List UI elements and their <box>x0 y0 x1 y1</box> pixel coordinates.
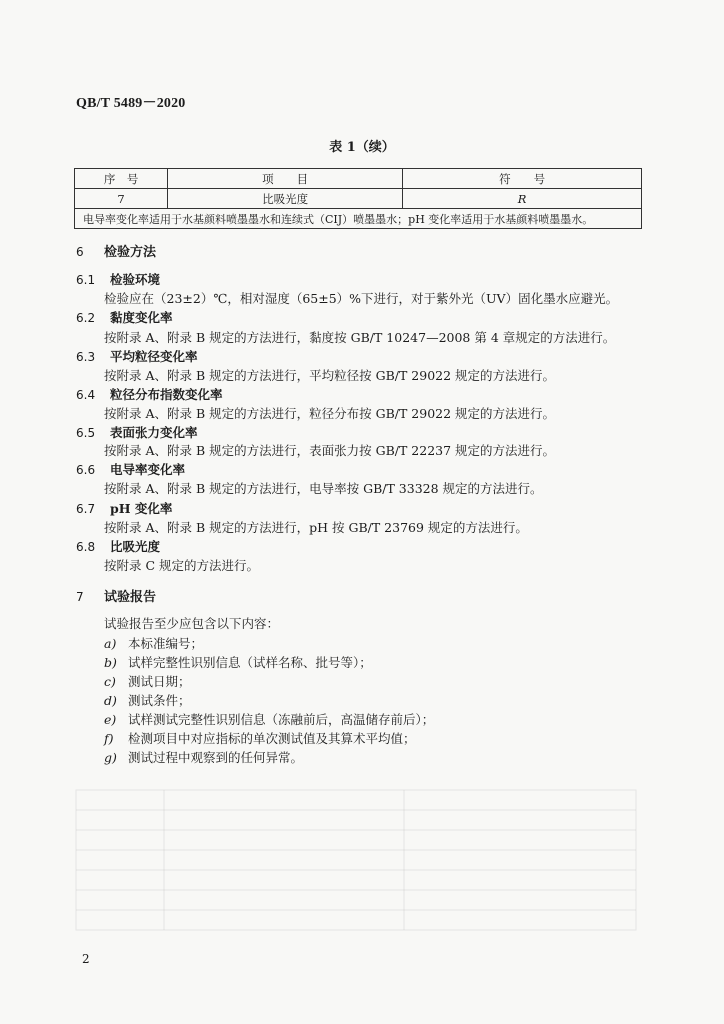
clause-6-4-text: 按附录 A、附录 B 规定的方法进行，粒径分布按 GB/T 29022 规定的方法进行。 <box>104 406 556 421</box>
cell-symbol: R <box>403 189 642 209</box>
list-marker: d) <box>104 693 117 708</box>
clause-number: 6.4 <box>76 388 96 402</box>
clause-6-7-text: 按附录 A、附录 B 规定的方法进行，pH 按 GB/T 23769 规定的方法进行。 <box>104 520 528 535</box>
clause-title: 电导率变化率 <box>110 462 186 477</box>
list-text: 检测项目中对应指标的单次测试值及其算术平均值； <box>128 731 416 746</box>
clause-6-3-text: 按附录 A、附录 B 规定的方法进行，平均粒径按 GB/T 29022 规定的方法进行。 <box>104 368 556 383</box>
cell-no: 7 <box>75 189 168 209</box>
clause-title: 黏度变化率 <box>110 310 173 325</box>
list-item <box>104 748 303 766</box>
clause-number: 6.1 <box>76 273 96 287</box>
clause-6-5-heading <box>76 423 198 441</box>
cell-item: 比吸光度 <box>168 189 403 209</box>
clause-title: 比吸光度 <box>110 539 161 554</box>
clause-number: 6.3 <box>76 350 96 364</box>
list-item <box>104 729 416 747</box>
clause-6-1-heading <box>76 270 160 288</box>
section-number: 6 <box>76 245 84 259</box>
section-6-heading <box>76 241 156 260</box>
clause-number: 6.6 <box>76 463 96 477</box>
clause-6-1-text: 检验应在（23±2）℃，相对湿度（65±5）%下进行，对于紫外光（UV）固化墨水应避光。 <box>104 291 619 306</box>
clause-6-7-heading <box>76 499 172 517</box>
column-header-no: 序 号 <box>75 169 168 189</box>
clause-title: 平均粒径变化率 <box>110 349 198 364</box>
list-text: 测试日期； <box>128 674 191 689</box>
clause-number: 6.2 <box>76 311 96 325</box>
continued-table <box>74 168 642 229</box>
list-text: 测试条件； <box>128 693 191 708</box>
section-title: 试验报告 <box>104 590 157 605</box>
clause-6-4-heading <box>76 385 223 403</box>
column-header-item: 项 目 <box>168 169 403 189</box>
clause-number: 6.7 <box>76 502 96 516</box>
clause-6-5-text: 按附录 A、附录 B 规定的方法进行，表面张力按 GB/T 22237 规定的方法进行。 <box>104 443 556 458</box>
list-text: 试样完整性识别信息（试样名称、批号等）； <box>128 655 372 670</box>
clause-6-2-heading <box>76 308 173 326</box>
clause-title: pH 变化率 <box>110 501 173 516</box>
clause-title: 表面张力变化率 <box>110 425 198 440</box>
table-row <box>75 189 642 209</box>
column-header-symbol: 符 号 <box>403 169 642 189</box>
bleed-through-shadow <box>74 788 644 938</box>
list-item <box>104 710 434 728</box>
list-marker: c) <box>104 674 116 689</box>
list-item <box>104 653 372 671</box>
list-text: 试样测试完整性识别信息（冻融前后，高温储存前后）； <box>128 712 435 727</box>
clause-number: 6.5 <box>76 426 96 440</box>
list-item <box>104 672 191 690</box>
section-7-heading <box>76 586 156 605</box>
clause-6-3-heading <box>76 347 198 365</box>
clause-title: 检验环境 <box>110 272 161 287</box>
clause-6-6-text: 按附录 A、附录 B 规定的方法进行，电导率按 GB/T 33328 规定的方法进行。 <box>104 481 543 496</box>
list-marker: a) <box>104 636 117 651</box>
list-text: 测试过程中观察到的任何异常。 <box>128 750 304 765</box>
list-item <box>104 691 191 709</box>
list-item <box>104 634 203 652</box>
clause-6-6-heading <box>76 460 185 478</box>
table-title: 表 1（续） <box>329 140 395 155</box>
list-text: 本标准编号； <box>128 636 204 651</box>
list-marker: e) <box>104 712 117 727</box>
section-title: 检验方法 <box>104 245 157 260</box>
clause-6-2-text: 按附录 A、附录 B 规定的方法进行，黏度按 GB/T 10247—2008 第 4 章规定的方法进行。 <box>104 330 616 345</box>
list-marker: f) <box>104 731 114 746</box>
clause-6-8-text: 按附录 C 规定的方法进行。 <box>104 558 260 573</box>
table-note: 电导率变化率适用于水基颜料喷墨墨水和连续式（CIJ）喷墨墨水；pH 变化率适用于水基颜料喷墨墨水。 <box>75 209 642 229</box>
document-code: QB/T 5489－2020 <box>76 96 186 111</box>
table-note-row <box>75 209 642 229</box>
report-intro: 试验报告至少应包含以下内容： <box>104 616 280 631</box>
clause-6-8-heading <box>76 537 160 555</box>
section-number: 7 <box>76 590 84 604</box>
page-number: 2 <box>82 952 90 966</box>
list-marker: g) <box>104 750 117 765</box>
table-header-row <box>75 169 642 189</box>
list-marker: b) <box>104 655 117 670</box>
clause-title: 粒径分布指数变化率 <box>110 387 223 402</box>
clause-number: 6.8 <box>76 540 96 554</box>
